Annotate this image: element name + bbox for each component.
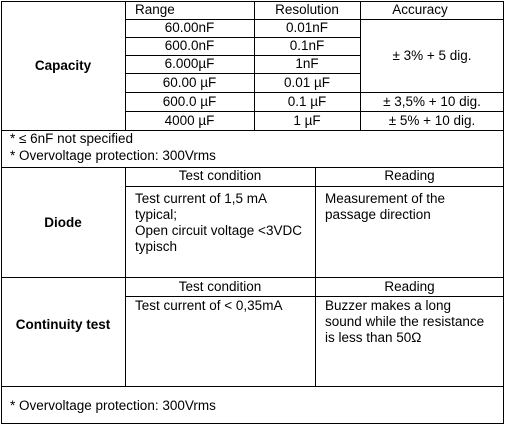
continuity-reading: Buzzer makes a long sound while the resistance is less than 50Ω	[325, 298, 485, 345]
range-cell: 600.0 µF	[162, 94, 217, 109]
header-resolution: Resolution	[275, 2, 339, 17]
accuracy-cell: ± 3,5% + 10 dig.	[383, 94, 481, 109]
header-accuracy: Accuracy	[392, 2, 448, 17]
range-cell: 60.00 µF	[162, 75, 217, 90]
range-cell: 600.0nF	[164, 38, 215, 53]
continuity-reading-header: Reading	[384, 279, 435, 294]
resolution-cell: 0.01nF	[285, 20, 329, 35]
diode-reading: Measurement of the passage direction	[325, 191, 446, 222]
range-cell: 60.00nF	[164, 20, 215, 35]
accuracy-cell: ± 3% + 5 dig.	[392, 48, 472, 63]
diode-label: Diode	[44, 215, 82, 230]
resolution-cell: 0.1nF	[289, 38, 325, 53]
resolution-cell: 1nF	[295, 56, 319, 71]
range-cell: 4000 µF	[164, 113, 215, 128]
accuracy-cell: ± 5% + 10 dig.	[388, 113, 476, 128]
resolution-cell: 0.1 µF	[287, 94, 327, 109]
resolution-cell: 1 µF	[293, 113, 321, 128]
diode-condition-header: Test condition	[178, 168, 262, 183]
continuity-note: * Overvoltage protection: 300Vrms	[10, 398, 216, 413]
capacity-note: * Overvoltage protection: 300Vrms	[10, 148, 216, 163]
header-range: Range	[135, 2, 175, 17]
diode-condition: Test current of 1,5 mA typical; Open circuit voltage <3VDC typisch	[135, 191, 302, 254]
continuity-condition-header: Test condition	[178, 279, 262, 294]
resolution-cell: 0.01 µF	[283, 75, 331, 90]
capacity-label: Capacity	[34, 58, 92, 73]
range-cell: 6.000µF	[164, 56, 215, 71]
diode-reading-header: Reading	[384, 168, 435, 183]
continuity-label: Continuity test	[15, 317, 111, 332]
continuity-condition: Test current of < 0,35mA	[135, 298, 283, 313]
capacity-note: * ≤ 6nF not specified	[10, 131, 133, 146]
